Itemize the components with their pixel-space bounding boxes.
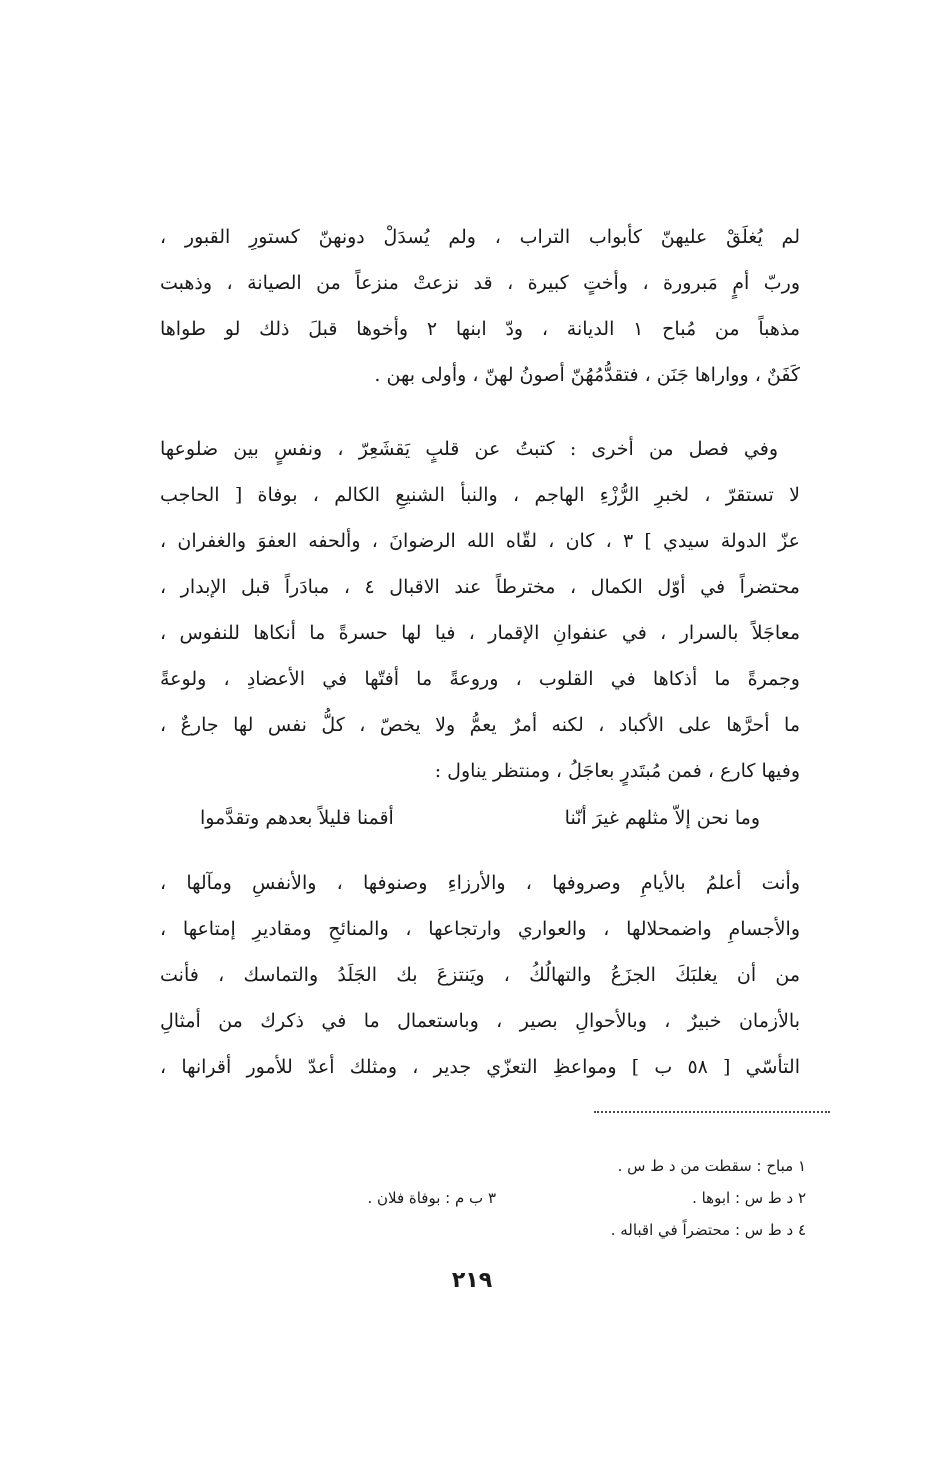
page-number: ٢١٩ [451,1268,493,1293]
verse-second-hemistich: أقمنا قليلاً بعدهم وتقدَّموا [200,807,394,829]
text-line: لم يُغلَقْ عليهنّ كأبواب التراب ، ولم يُسدَلْ دونهنّ كستورِ القبور ، [160,226,800,248]
footnote-2: ٢ د ط س : ابوها . [692,1189,806,1207]
text-line: مذهباً من مُباح ١ الديانة ، ودّ ابنها ٢ وأخوها قبلَ ذلك لو طواها [160,318,800,340]
text-line: معاجَلاً بالسرار ، في عنفوانِ الإقمار ، فيا لها حسرةً ما أنكاها للنفوس ، [160,622,800,644]
text-line: محتضراً في أوّل الكمال ، مخترطاً عند الاقبال ٤ ، مبادَراً قبل الإبدار ، [160,576,800,598]
verse-first-hemistich: وما نحن إلاّ مثلهم غيرَ أنّنا [564,807,760,829]
text-line: وأنت أعلمُ بالأيامِ وصروفها ، والأرزاءِ وصنوفها ، والأنفسِ ومآلها ، [160,872,800,894]
text-line: التأسّي [ ٥٨ ب ] ومواعظِ التعزّي جدير ، ومثلك أعدّ للأمور أقرانها ، [160,1056,800,1078]
text-line: بالأزمان خبيرٌ ، وبالأحوالِ بصير ، وباستعمال ما في ذكرك من أمثالِ [160,1010,800,1032]
footnote-3: ٣ ب م : بوفاة فلان . [367,1189,496,1207]
paragraph-3 [160,860,800,1090]
poetry-verse [200,795,760,841]
footnote-divider [594,1111,830,1113]
text-line: لا تستقرّ ، لخبرِ الرُّزْءِ الهاجم ، والنبأ الشنيعِ الكالم ، بوفاة [ الحاجب [160,484,800,506]
paragraph-1 [160,214,800,398]
text-line: ما أحرَّها على الأكباد ، لكنه أمرٌ يعمُّ ولا يخصّ ، كلُّ نفس لها جارعٌ ، [160,714,800,736]
footnote-row [246,1182,806,1214]
text-line: كَفَنٌ ، وواراها جَنَن ، فتقدُّمُهُنّ أصونُ لهنّ ، وأولى بهن . [374,364,800,386]
text-line: والأجسامِ واضمحلالها ، والعواري وارتجاعها ، والمنائحِ ومقاديرِ إمتاعها ، [160,918,800,940]
paragraph-2 [160,426,800,794]
text-line: وفيها كارع ، فمن مُبتَدرٍ بعاجَلُ ، ومنتظر يناول : [434,760,800,782]
text-line: من أن يغلبَكَ الجزَعُ والتهالُكُ ، ويَنتزعَ بك الجَلَدُ والتماسك ، فأنت [160,964,800,986]
footnotes [246,1150,806,1246]
footnote-1: ١ مباح : سقطت من د ط س . [617,1157,806,1175]
text-line: وفي فصل من أخرى : كتبتُ عن قلبٍ يَقشَعِرّ ، ونفسٍ بين ضلوعها [160,438,778,460]
footnote-4: ٤ د ط س : محتضراً في اقباله . [610,1221,806,1239]
text-line: وجمرةً ما أذكاها في القلوب ، وروعةً ما أفتّها في الأعضادِ ، ولوعةً [160,668,800,690]
text-line: وربّ أمٍ مَبرورة ، وأختٍ كبيرة ، قد نزعتْ منزعاً من الصيانة ، وذهبت [160,272,800,294]
text-line: عزّ الدولة سيدي ] ٣ ، كان ، لقّاه الله الرضوانَ ، وألحفه العفوَ والغفران ، [160,530,800,552]
